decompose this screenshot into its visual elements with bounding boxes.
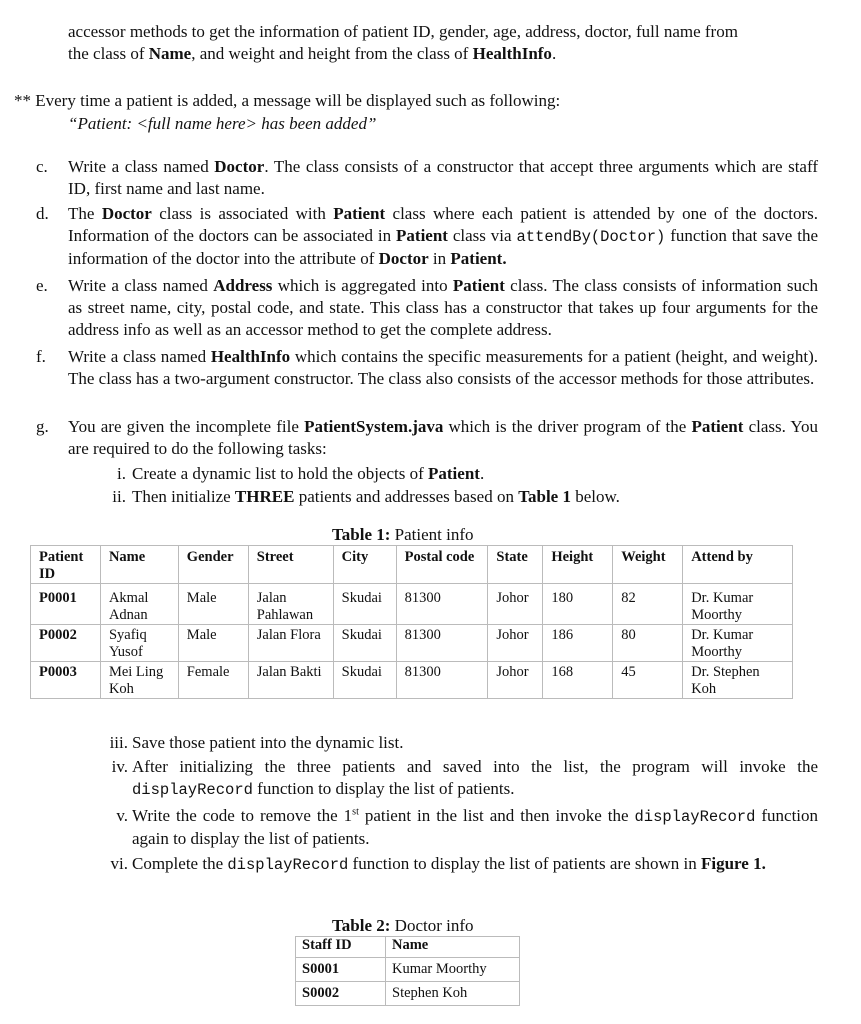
intro-text: , and weight and height from the class of [191, 44, 473, 63]
item-label: g. [36, 417, 49, 436]
table-cell: S0001 [296, 958, 386, 982]
column-header: Patient ID [31, 546, 101, 584]
table-cell: 180 [543, 584, 613, 625]
subitem-label: vi. [110, 854, 128, 873]
item-body: The Doctor class is associated with Patient class where each patient is attended by one of the doctors. Information of the doctors can be associated in Patient class via attendBy(Doctor) function that save the information of the doctor into the attribute of Doctor in Patient. [68, 204, 818, 268]
table-cell: 81300 [396, 662, 488, 699]
item-d [36, 203, 818, 270]
item-g [36, 416, 818, 460]
table-cell: P0003 [31, 662, 101, 699]
table2-caption [332, 915, 474, 937]
table-cell: S0002 [296, 982, 386, 1006]
class-name-doctor: Doctor [101, 204, 152, 223]
table-cell: Dr. Stephen Koh [683, 662, 793, 699]
item-body: Write a class named Doctor. The class consists of a constructor that accept three arguments which are staff ID, first name and last name. [68, 157, 818, 198]
intro-text: the class of [68, 44, 149, 63]
table1-caption [332, 524, 474, 546]
caption-label: Table 2: [332, 916, 391, 935]
class-name-doctor: Doctor [214, 157, 265, 176]
subitem-iii [94, 732, 818, 754]
item-label: c. [36, 157, 48, 176]
table-row [296, 982, 520, 1006]
table-cell: Male [178, 584, 248, 625]
column-header: Gender [178, 546, 248, 584]
subitem-body: Create a dynamic list to hold the objects of Patient. [132, 464, 485, 483]
class-name-patient: Patient [691, 417, 744, 436]
subitem-label: v. [116, 806, 128, 825]
emphasis-three: THREE [234, 487, 295, 506]
table-cell: Syafiq Yusof [100, 625, 178, 662]
subitem-body: After initializing the three patients and saved into the list, the program will invoke the displayRecord function to display the list of patients. [132, 757, 818, 799]
item-body: Write a class named Address which is aggregated into Patient class. The class consists of information such as street name, city, postal code, and state. This class has a constructor that takes up four arguments for the address info as well as an accessor method to get the complete address. [68, 276, 818, 339]
intro-text: . [551, 44, 557, 63]
subitem-body: Save those patient into the dynamic list. [132, 733, 404, 752]
table-cell: Johor [488, 625, 543, 662]
table-cell: 81300 [396, 584, 488, 625]
table-ref: Table 1 [518, 487, 571, 506]
class-name-doctor: Doctor [378, 249, 429, 268]
table-cell: Johor [488, 584, 543, 625]
subitem-body: Complete the displayRecord function to display the list of patients are shown in Figure 1. [132, 854, 766, 874]
table-cell: Female [178, 662, 248, 699]
class-name-name: Name [148, 44, 192, 63]
intro-paragraph [68, 21, 820, 65]
table-cell: Skudai [333, 625, 396, 662]
table-row [31, 625, 793, 662]
item-c [36, 156, 818, 200]
table-cell: P0001 [31, 584, 101, 625]
figure-ref: Figure 1. [701, 854, 766, 873]
column-header: Height [543, 546, 613, 584]
caption-text: Doctor info [390, 916, 474, 935]
code-attendby: attendBy(Doctor) [516, 228, 666, 246]
class-name-healthinfo: HealthInfo [210, 347, 291, 366]
table-cell: Kumar Moorthy [386, 958, 520, 982]
class-name-patient: Patient [333, 204, 386, 223]
file-name-patientsystem: PatientSystem.java [304, 417, 444, 436]
table-row [31, 584, 793, 625]
table-cell: Dr. Kumar Moorthy [683, 584, 793, 625]
column-header: Attend by [683, 546, 793, 584]
table-header-row [296, 937, 520, 958]
doctor-info-table [295, 936, 520, 1006]
table-cell: Dr. Kumar Moorthy [683, 625, 793, 662]
note-line-1: ** Every time a patient is added, a message will be displayed such as following: [14, 91, 561, 110]
table-cell: Mei Ling Koh [100, 662, 178, 699]
table-cell: Jalan Bakti [248, 662, 333, 699]
subitem-vi [94, 853, 818, 876]
table-cell: 82 [613, 584, 683, 625]
subitem-i [96, 463, 818, 485]
subitem-label: ii. [112, 487, 126, 506]
table-cell: 80 [613, 625, 683, 662]
subitem-label: i. [117, 464, 126, 483]
subitem-label: iv. [111, 757, 128, 776]
column-header: City [333, 546, 396, 584]
subitem-body: Write the code to remove the 1st patient in the list and then invoke the displayRecord function again to display the list of patients. [132, 806, 819, 848]
subitem-ii [96, 486, 818, 508]
table-cell: Skudai [333, 584, 396, 625]
caption-label: Table 1: [332, 525, 391, 544]
column-header: State [488, 546, 543, 584]
item-body: You are given the incomplete file PatientSystem.java which is the driver program of the Patient class. You are required to do the following tasks: [68, 417, 819, 458]
caption-text: Patient info [390, 525, 474, 544]
subitem-label: iii. [109, 733, 128, 752]
note-line-2: “Patient: <full name here> has been added” [68, 114, 377, 133]
intro-line-2 [68, 43, 820, 65]
column-header: Street [248, 546, 333, 584]
class-name-patient: Patient. [450, 249, 507, 268]
subitem-v [94, 805, 818, 850]
table-cell: 81300 [396, 625, 488, 662]
table-cell: Jalan Flora [248, 625, 333, 662]
table-cell: Stephen Koh [386, 982, 520, 1006]
table-cell: Skudai [333, 662, 396, 699]
column-header: Postal code [396, 546, 488, 584]
table-cell: 186 [543, 625, 613, 662]
table-row [31, 662, 793, 699]
item-label: d. [36, 204, 49, 223]
table-cell: 45 [613, 662, 683, 699]
column-header: Staff ID [296, 937, 386, 958]
subitem-iv [94, 756, 818, 801]
intro-line-1: accessor methods to get the information of patient ID, gender, age, address, doctor, full name from [68, 22, 738, 41]
table-cell: Jalan Pahlawan [248, 584, 333, 625]
item-f [36, 346, 818, 390]
code-displayrecord: displayRecord [132, 781, 253, 799]
column-header: Name [386, 937, 520, 958]
item-e [36, 275, 818, 341]
superscript: st [352, 806, 359, 818]
subitem-body: Then initialize THREE patients and addresses based on Table 1 below. [132, 487, 620, 506]
item-label: f. [36, 347, 46, 366]
table-cell: 168 [543, 662, 613, 699]
table-header-row [31, 546, 793, 584]
table-cell: Male [178, 625, 248, 662]
class-name-healthinfo: HealthInfo [472, 44, 552, 63]
table-row [296, 958, 520, 982]
class-name-patient: Patient [452, 276, 505, 295]
code-displayrecord: displayRecord [227, 856, 349, 874]
class-name-patient: Patient [428, 464, 480, 483]
item-label: e. [36, 276, 48, 295]
class-name-address: Address [213, 276, 273, 295]
column-header: Weight [613, 546, 683, 584]
table-cell: Akmal Adnan [100, 584, 178, 625]
class-name-patient: Patient [396, 226, 448, 245]
table-cell: Johor [488, 662, 543, 699]
column-header: Name [100, 546, 178, 584]
item-body: Write a class named HealthInfo which contains the specific measurements for a patient (height, and weight). The class has a two-argument constructor. The class also consists of the accessor methods for those attributes. [68, 347, 818, 388]
code-displayrecord: displayRecord [634, 808, 756, 826]
patient-info-table [30, 545, 793, 699]
table-cell: P0002 [31, 625, 101, 662]
